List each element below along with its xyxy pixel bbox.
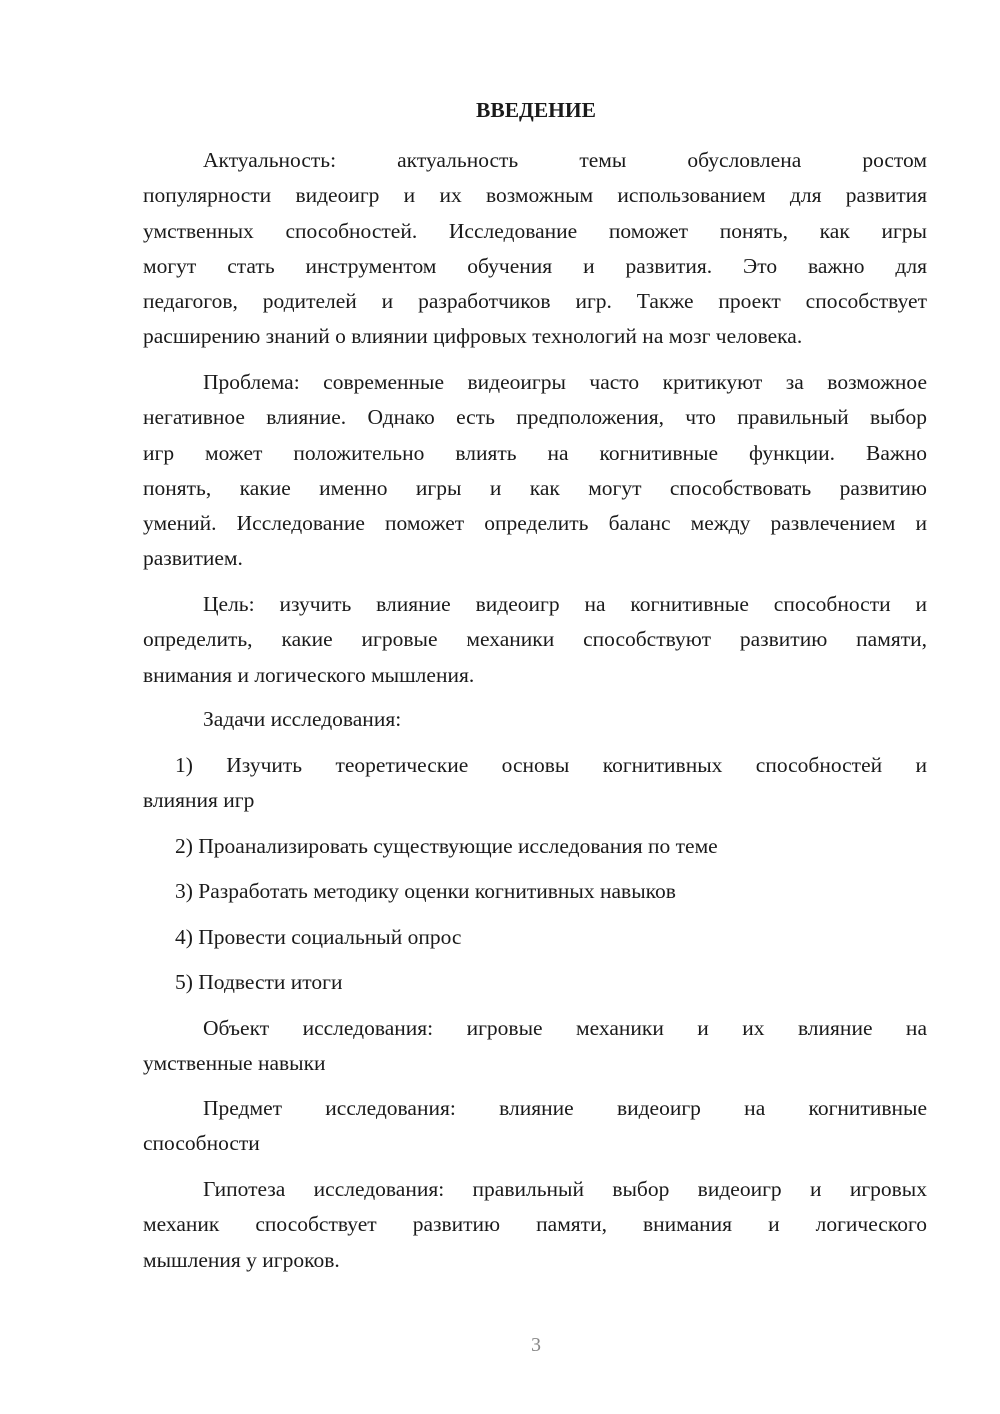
text-line: Предмет исследования: влияние видеоигр на когнитивные [203,1096,927,1120]
text-line: Актуальность: актуальность темы обусловлена ростом [203,148,927,172]
task-list-item [143,748,927,819]
text-line: Проблема: современные видеоигры часто критикуют за возможное [203,370,927,394]
text-line: 2) Проанализировать существующие исследования по теме [175,834,718,858]
text-line: Цель: изучить влияние видеоигр на когнитивные способности и [203,592,927,616]
text-line: Задачи исследования: [203,707,402,731]
paragraph [143,1172,927,1278]
text-line: механик способствует развитию памяти, внимания и логического [143,1212,927,1237]
text-line: внимания и логического мышления. [143,662,475,687]
page-number: 3 [531,1334,541,1356]
paragraph [143,587,927,693]
text-line: понять, какие именно игры и как могут способствовать развитию [143,475,927,500]
task-list-item [143,920,927,955]
paragraph [143,365,927,577]
task-list-item [143,874,927,909]
text-line: 4) Провести социальный опрос [175,925,462,949]
text-line: игр может положительно влиять на когнитивные функции. Важно [143,440,927,465]
section-title: ВВЕДЕНИЕ [476,98,596,122]
text-line: педагогов, родителей и разработчиков игр. Также проект способствует [143,289,927,314]
paragraph [143,143,927,355]
paragraph [143,1091,927,1162]
text-line: популярности видеоигр и их возможным использованием для развития [143,183,927,208]
text-line: расширению знаний о влиянии цифровых технологий на мозг человека. [143,324,803,349]
text-line: 3) Разработать методику оценки когнитивных навыков [175,879,676,903]
text-line: умственных способностей. Исследование поможет понять, как игры [143,218,927,243]
text-line: мышления у игроков. [143,1247,340,1272]
text-line: умственные навыки [143,1051,326,1076]
text-line: умений. Исследование поможет определить баланс между развлечением и [143,511,927,536]
task-list-item [143,965,927,1000]
text-line: 5) Подвести итоги [175,970,343,994]
text-line: Гипотеза исследования: правильный выбор видеоигр и игровых [203,1177,927,1201]
text-line: могут стать инструментом обучения и развития. Это важно для [143,253,927,278]
text-line: Объект исследования: игровые механики и их влияние на [203,1016,927,1040]
text-line: негативное влияние. Однако есть предположения, что правильный выбор [143,405,927,430]
task-list-item [143,829,927,864]
paragraph [143,1011,927,1082]
paragraph [143,702,927,737]
text-line: развитием. [143,546,243,571]
text-line: определить, какие игровые механики способствуют развитию памяти, [143,627,927,652]
text-line: влияния игр [143,788,255,813]
text-line: способности [143,1131,260,1156]
text-line: 1) Изучить теоретические основы когнитивных способностей и [175,753,927,777]
